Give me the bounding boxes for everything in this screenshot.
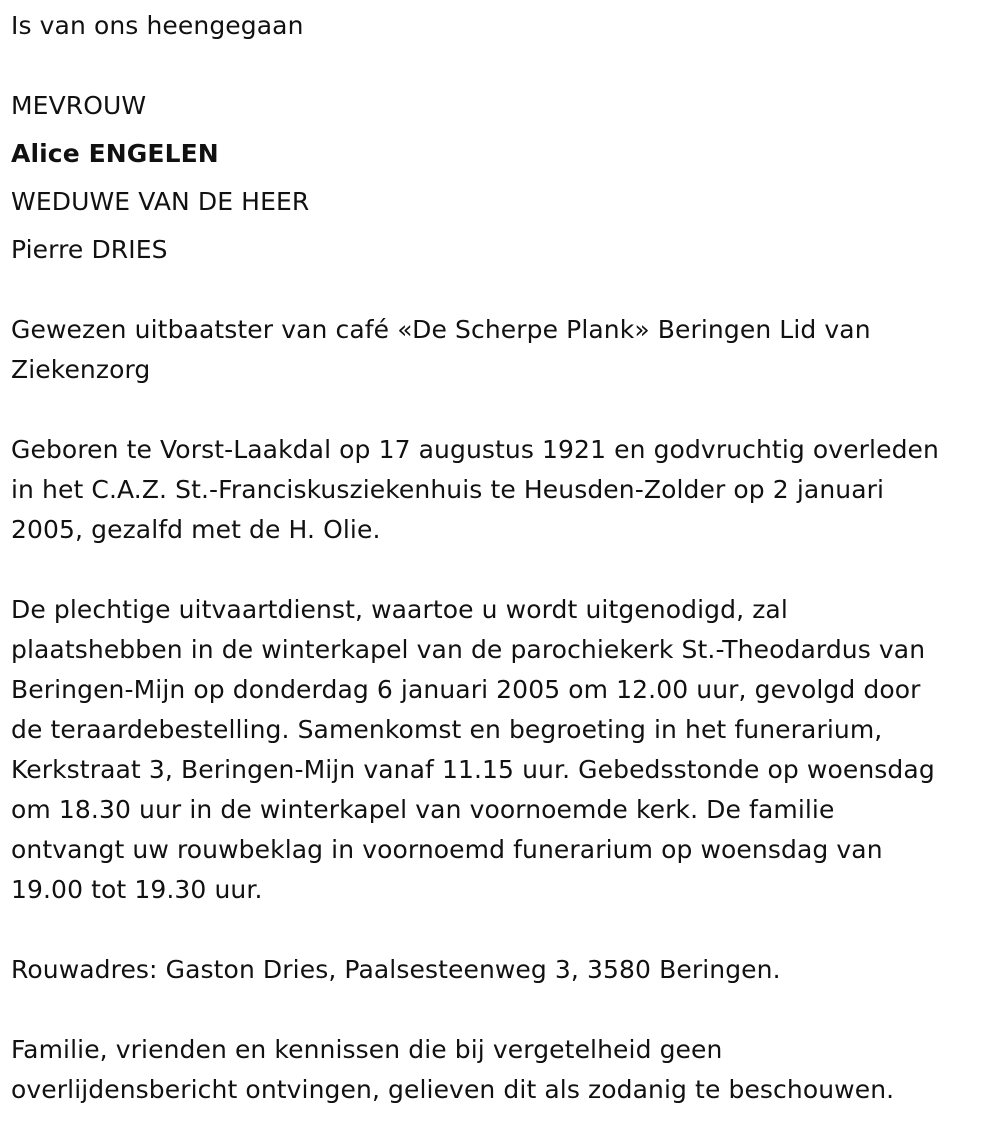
funeral-line: ontvangt uw rouwbeklag in voornoemd funerarium op woensdag van [11, 835, 883, 864]
funeral-line: Kerkstraat 3, Beringen-Mijn vanaf 11.15 uur. Gebedsstonde op woensdag [11, 755, 935, 784]
closing-line: Familie, vrienden en kennissen die bij vergetelheid geen [11, 1035, 723, 1064]
occupation-line: Ziekenzorg [11, 355, 151, 384]
intro-text: Is van ons heengegaan [11, 11, 304, 40]
occupation-paragraph [11, 310, 986, 390]
funeral-line: De plechtige uitvaartdienst, waartoe u wordt uitgenodigd, zal [11, 595, 788, 624]
birth-death-line: in het C.A.Z. St.-Franciskusziekenhuis te Heusden-Zolder op 2 januari [11, 475, 885, 504]
funeral-line: de teraardebestelling. Samenkomst en begroeting in het funerarium, [11, 715, 883, 744]
closing-paragraph [11, 1030, 986, 1110]
funeral-paragraph [11, 590, 986, 910]
birth-death-paragraph [11, 430, 986, 550]
deceased-name: Alice ENGELEN [11, 139, 219, 168]
occupation-line: Gewezen uitbaatster van café «De Scherpe Plank» Beringen Lid van [11, 315, 871, 344]
funeral-line: Beringen-Mijn op donderdag 6 januari 2005 om 12.00 uur, gevolgd door [11, 675, 921, 704]
mourning-address: Rouwadres: Gaston Dries, Paalsesteenweg 3, 3580 Beringen. [11, 955, 781, 984]
funeral-line: 19.00 tot 19.30 uur. [11, 875, 263, 904]
funeral-line: om 18.30 uur in de winterkapel van voornoemde kerk. De familie [11, 795, 835, 824]
funeral-line: plaatshebben in de winterkapel van de parochiekerk St.-Theodardus van [11, 635, 926, 664]
spouse-name: Pierre DRIES [11, 235, 168, 264]
birth-death-line: 2005, gezalfd met de H. Olie. [11, 515, 381, 544]
salutation: MEVROUW [11, 91, 147, 120]
birth-death-line: Geboren te Vorst-Laakdal op 17 augustus 1921 en godvruchtig overleden [11, 435, 939, 464]
relation-text: WEDUWE VAN DE HEER [11, 187, 310, 216]
closing-line: overlijdensbericht ontvingen, gelieven dit als zodanig te beschouwen. [11, 1075, 895, 1104]
